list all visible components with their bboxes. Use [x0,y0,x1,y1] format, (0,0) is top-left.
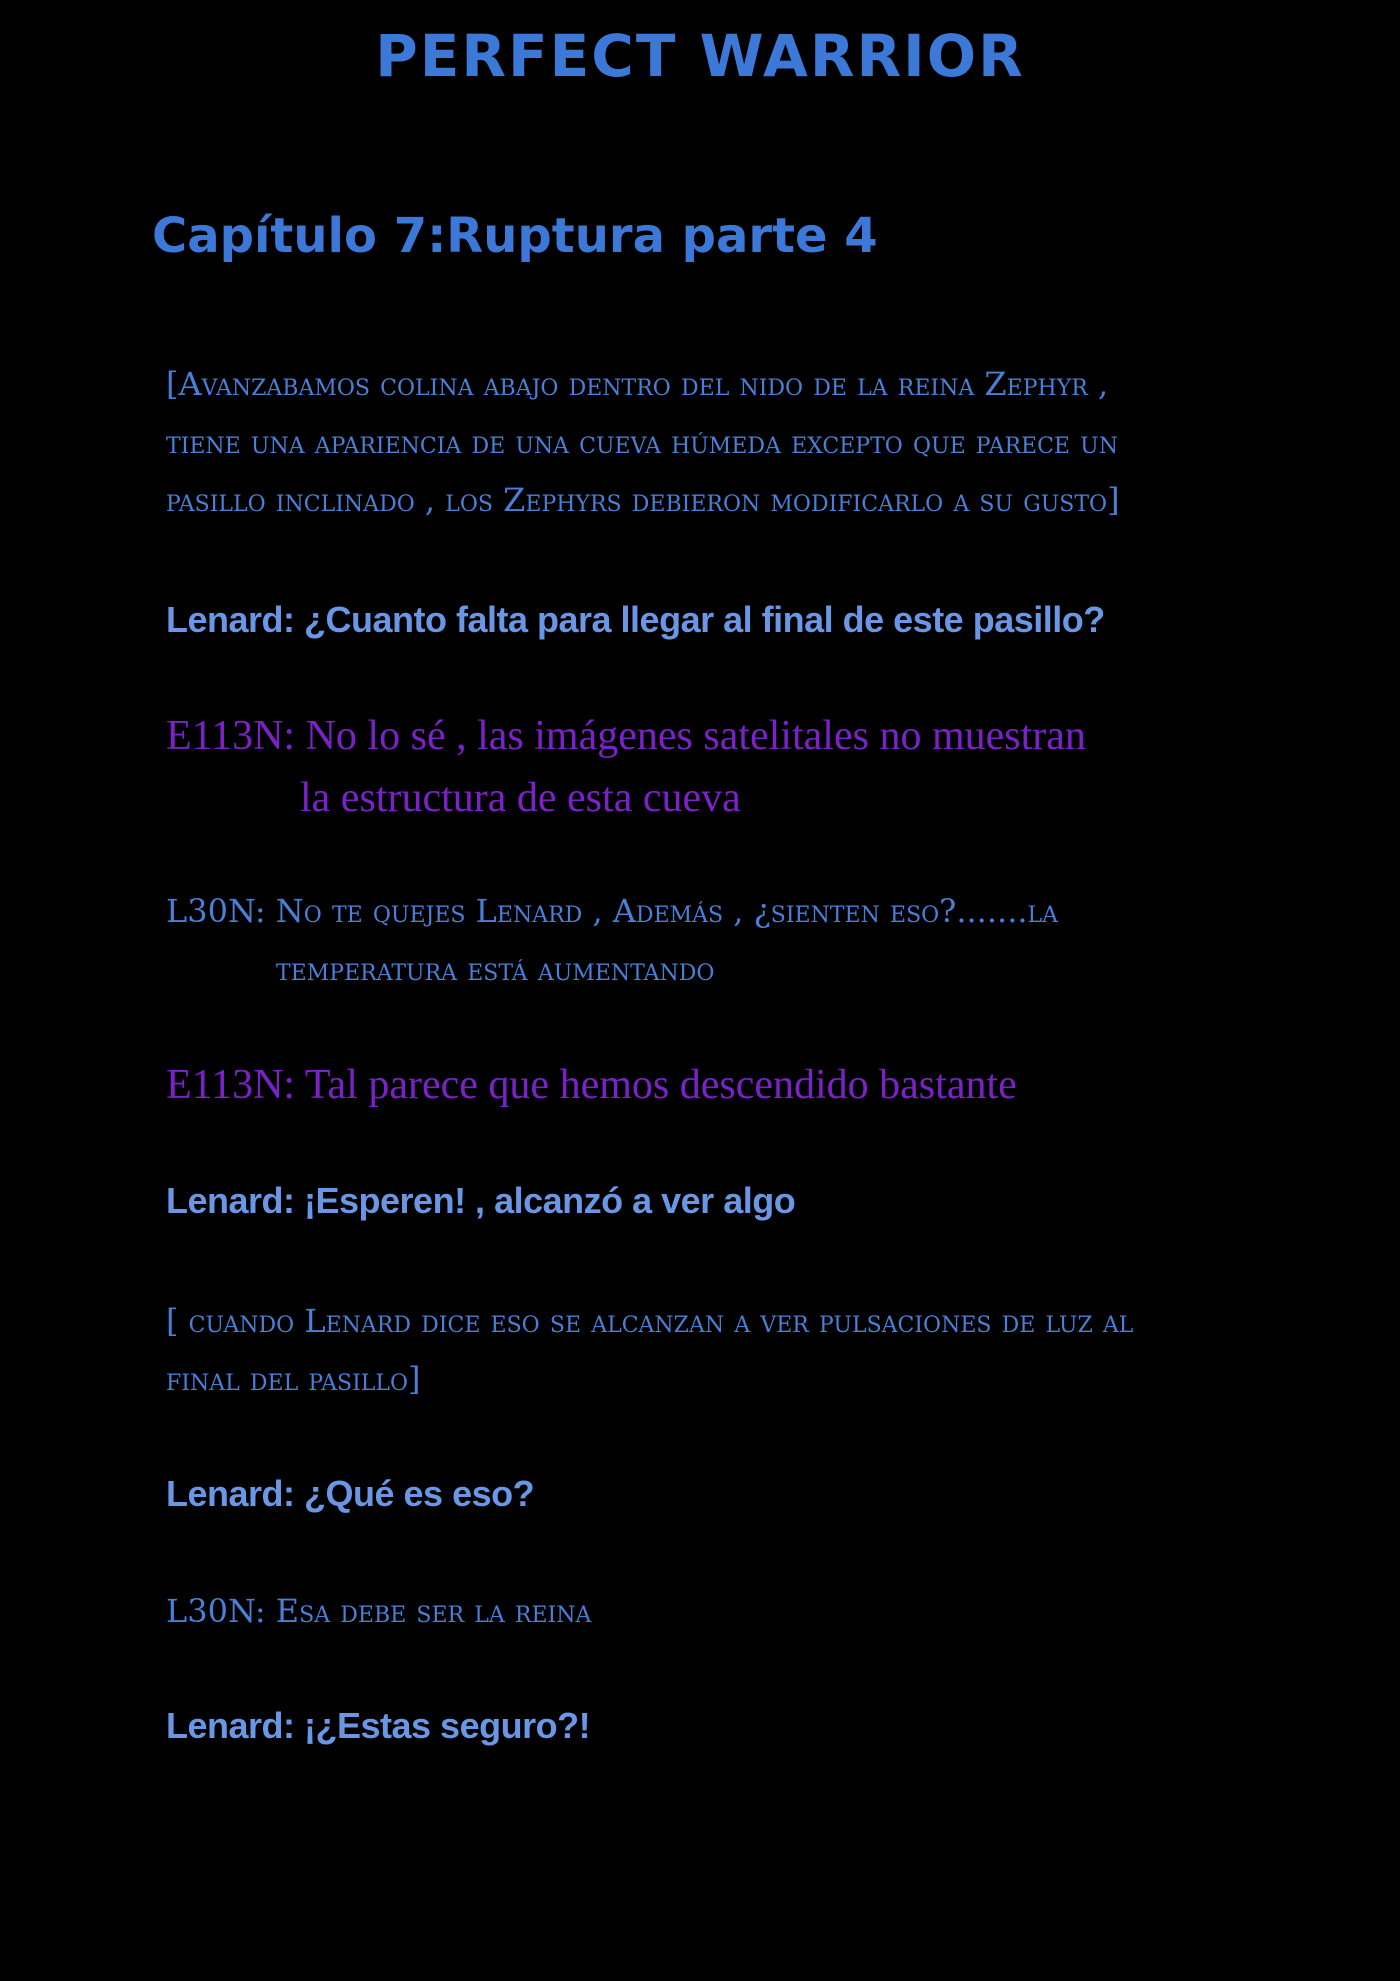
e113n-line-1 [166,705,1226,829]
l30n-line-2 [166,1582,1226,1640]
dialogue-line: L30N: No te quejes Lenard , Además , ¿sienten eso?.......la [166,892,1059,930]
narration-line: pasillo inclinado , los Zephyrs debieron modificarlo a su gusto] [166,481,1120,519]
dialogue-line: E113N: No lo sé , las imágenes satelitales no muestran [166,713,1086,759]
e113n-line-2: E113N: Tal parece que hemos descendido bastante [166,1062,1017,1108]
book-title: PERFECT WARRIOR [375,22,1025,90]
l30n-line-1 [166,882,1226,998]
lenard-line-4: Lenard: ¡¿Estas seguro?! [166,1705,591,1746]
narration-paragraph-2 [166,1292,1226,1408]
lenard-line-3: Lenard: ¿Qué es eso? [166,1473,535,1514]
lenard-line-1: Lenard: ¿Cuanto falta para llegar al final de este pasillo? [166,599,1105,640]
dialogue-line: L30N: Esa debe ser la reina [166,1592,592,1630]
lenard-line-2: Lenard: ¡Esperen! , alcanzó a ver algo [166,1180,796,1221]
narration-line: tiene una apariencia de una cueva húmeda excepto que parece un [166,423,1118,461]
chapter-heading: Capítulo 7:Ruptura parte 4 [152,208,878,264]
narration-line: final del pasillo] [166,1360,421,1398]
dialogue-line: la estructura de esta cueva [300,775,741,821]
narration-line: [ cuando Lenard dice eso se alcanzan a ver pulsaciones de luz al [166,1302,1134,1340]
narration-paragraph-1 [166,355,1226,529]
dialogue-line: temperatura está aumentando [276,950,715,988]
narration-line: [Avanzabamos colina abajo dentro del nido de la reina Zephyr , [166,365,1109,403]
